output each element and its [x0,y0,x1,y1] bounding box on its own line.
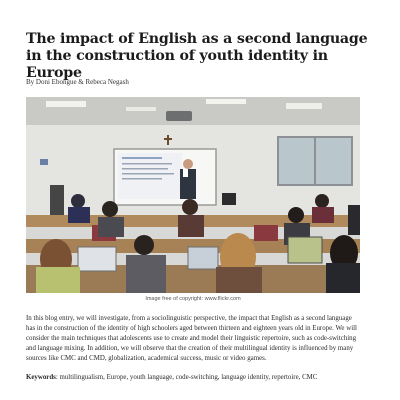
keywords-line [26,373,360,383]
classroom-photo [26,97,360,293]
article-body: In this blog entry, we will investigate, from a sociolinguistic perspective, the impact that English as a second language has in the construction of the identity of high schoolers aged between thirteen and eighteen years old in Europe. We will consider the main techniques that adolescents use to create and model their linguistic repertoire, such as code-switching and language mixing. In addition, we will observe that the creation of their multilingual identity is influenced by many sources like CMC and CMD, globalization, academical success, music or video games. [26,315,357,362]
article-byline: By Doni Ebongue & Rebeca Negash [26,78,129,86]
keywords-list: : multilingualism, Europe, youth language, code-switching, language identity, repertoire, CMC [55,374,318,381]
classroom-photo-illustration [26,97,360,293]
article-title: The impact of English as a second language in the construction of youth identity in Europe [26,31,368,81]
image-caption: Image free of copyright: www.flickr.com [145,296,241,302]
keywords-label: Keywords [26,374,56,381]
